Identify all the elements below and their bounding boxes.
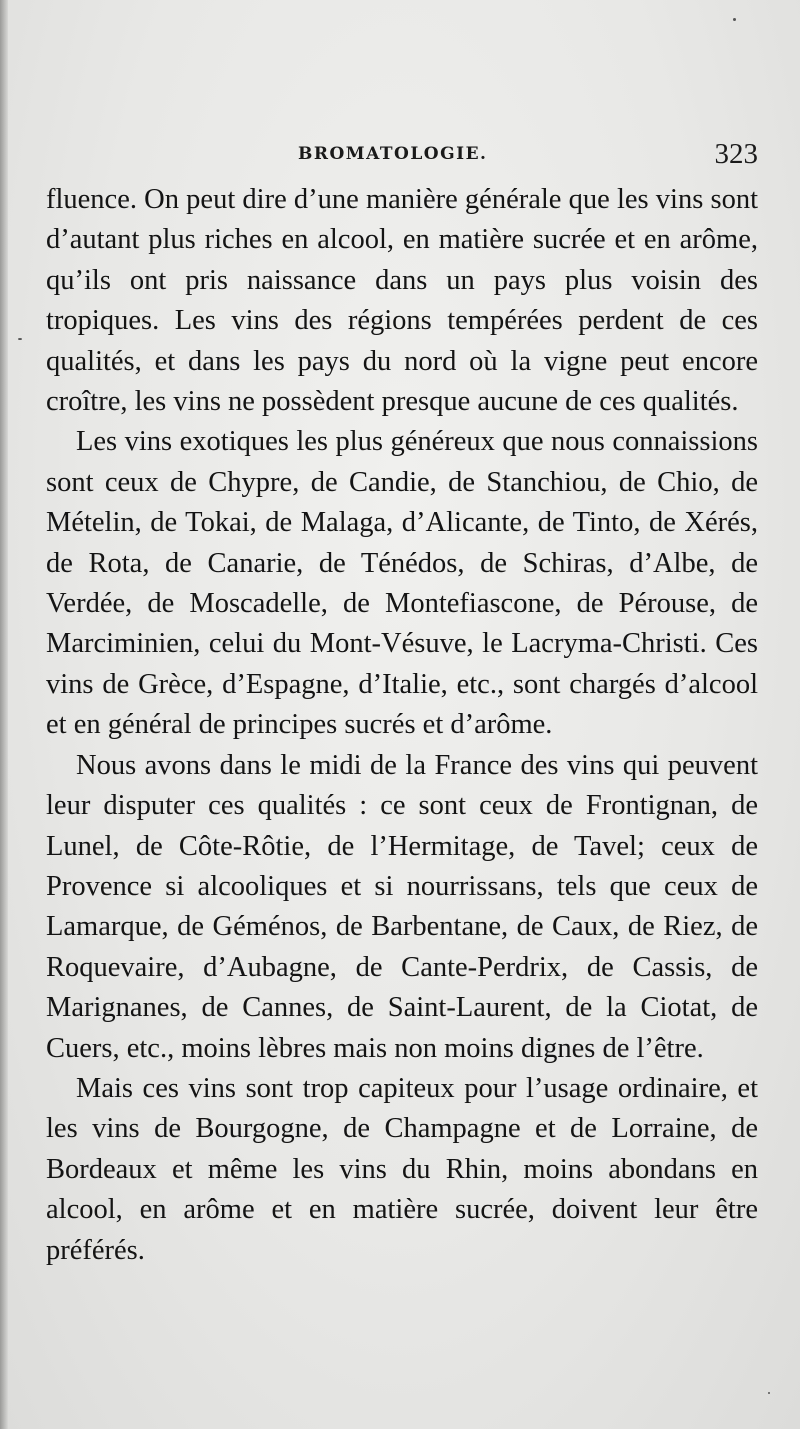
running-head-title: BROMATOLOGIE. xyxy=(298,144,488,164)
running-head xyxy=(46,140,758,170)
paragraph: Les vins exotiques les plus généreux que nous connaissions sont ceux de Chypre, de Candie, de Stanchiou, de Chio, de Mételin, de Tokai, de Malaga, d’Alicante, de Tinto, de Xérés, de Rota, de Canarie, de Ténédos, de Schiras, d’Albe, de Verdée, de Moscadelle, de Montefiascone, de Pérouse, de Marciminien, celui du Mont-Vésuve, le Lacryma-Christi. Ces vins de Grèce, d’Espagne, d’Italie, etc., sont chargés d’alcool et en général de principes sucrés et d’arôme. xyxy=(46,426,758,741)
paragraph: fluence. On peut dire d’une manière générale que les vins sont d’autant plus riches en alcool, en matière sucrée et en arôme, qu’ils ont pris naissance dans un pays plus voisin des tropiques. Les vins des régions tempérées perdent de ces qualités, et dans les pays du nord où la vigne peut encore croître, les vins ne possèdent presque aucune de ces qualités. xyxy=(46,184,758,418)
ink-speck xyxy=(733,18,736,21)
paragraph: Nous avons dans le midi de la France des vins qui peuvent leur disputer ces qualités : ce sont ceux de Frontignan, de Lunel, de Côte-Rôtie, de l’Hermitage, de Tavel; ceux de Provence si alcooliques et si nourrissans, tels que ceux de Lamarque, de Géménos, de Barbentane, de Caux, de Riez, de Roquevaire, d’Aubagne, de Cante-Perdrix, de Cassis, de Marignanes, de Cannes, de Saint-Laurent, de la Ciotat, de Cuers, etc., moins lèbres mais non moins dignes de l’être. xyxy=(46,749,758,1064)
body-text xyxy=(46,180,758,1271)
ink-speck xyxy=(768,1392,770,1394)
paragraph: Mais ces vins sont trop capiteux pour l’usage ordinaire, et les vins de Bourgogne, de Champagne et de Lorraine, de Bordeaux et même les vins du Rhin, moins abondans en alcool, en arôme et en matière sucrée, doivent leur être préférés. xyxy=(46,1072,758,1266)
ink-speck xyxy=(18,338,22,340)
page-number: 323 xyxy=(714,138,758,170)
page-edge-shadow xyxy=(0,0,8,1429)
